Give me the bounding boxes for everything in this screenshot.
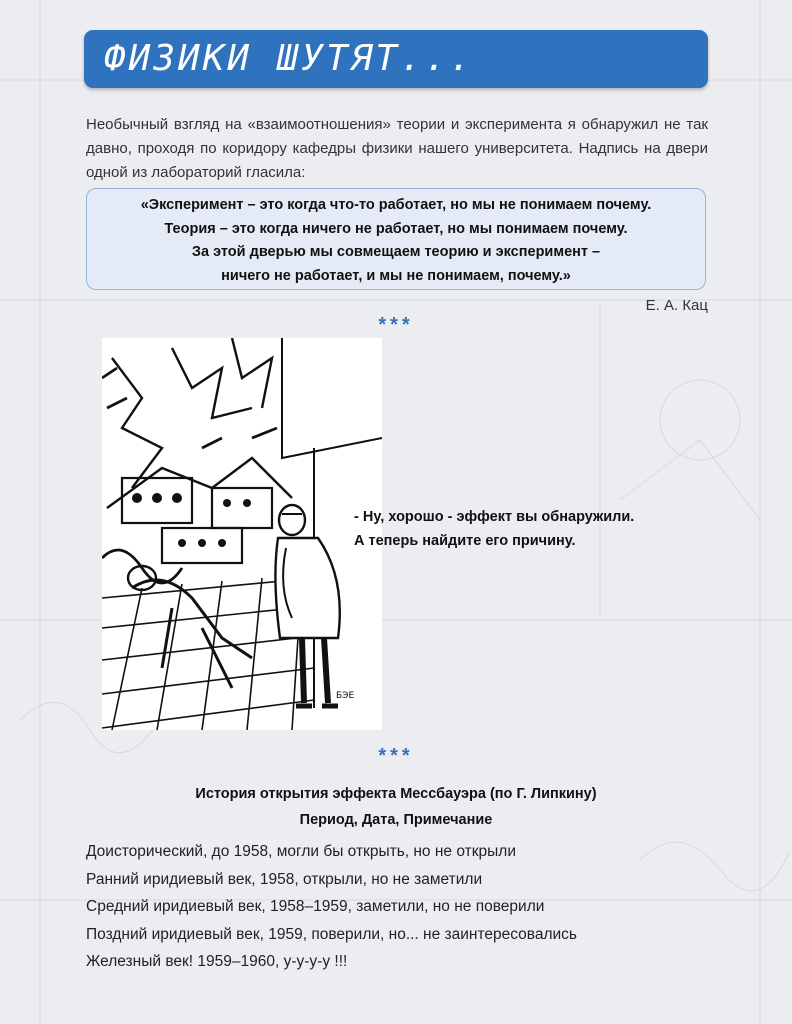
cartoon-illustration <box>102 338 382 730</box>
title-banner <box>84 30 708 88</box>
list-item: Ранний иридиевый век, 1958, открыли, но не заметили <box>86 870 483 888</box>
list-item: Средний иридиевый век, 1958–1959, заметили, но не поверили <box>86 898 545 915</box>
list-item: Железный век! 1959–1960, у-у-у-у !!! <box>86 953 348 970</box>
quote-line: За этой дверью мы совмещаем теорию и эксперимент – <box>191 244 601 260</box>
quote-line: Теория – это когда ничего не работает, но мы понимаем почему. <box>164 220 628 237</box>
quote-box <box>86 188 706 290</box>
quote-line: «Эксперимент – это когда что-то работает, но мы не понимаем почему. <box>140 197 652 213</box>
section-separator: *** <box>378 314 414 336</box>
list-item: Поздний иридиевый век, 1959, поверили, но... не заинтересовались <box>86 925 578 943</box>
quote-line: ничего не работает, и мы не понимаем, почему.» <box>221 267 571 284</box>
cartoon-signature: БЭЕ <box>336 691 355 701</box>
quote-author: Е. А. Кац <box>645 297 708 314</box>
cartoon-caption <box>354 505 634 553</box>
intro-paragraph: Необычный взгляд на «взаимоотношения» теории и эксперимента я обнаружил не так давно, проходя по коридору кафедры физики нашего университета. Надпись на двери одной из лабораторий гласила: <box>86 116 708 181</box>
section-separator: *** <box>378 745 414 767</box>
caption-line: - Ну, хорошо - эффект вы обнаружили. <box>354 509 635 525</box>
list-item: Доисторический, до 1958, могли бы открыть, но не открыли <box>86 843 516 860</box>
history-list <box>86 838 577 976</box>
history-title: История открытия эффекта Мессбауэра (по Г. Липкину) <box>195 786 597 802</box>
history-subtitle: Период, Дата, Примечание <box>299 812 493 828</box>
caption-line: А теперь найдите его причину. <box>354 533 576 549</box>
page-title: ФИЗИКИ ШУТЯТ... <box>104 38 475 79</box>
